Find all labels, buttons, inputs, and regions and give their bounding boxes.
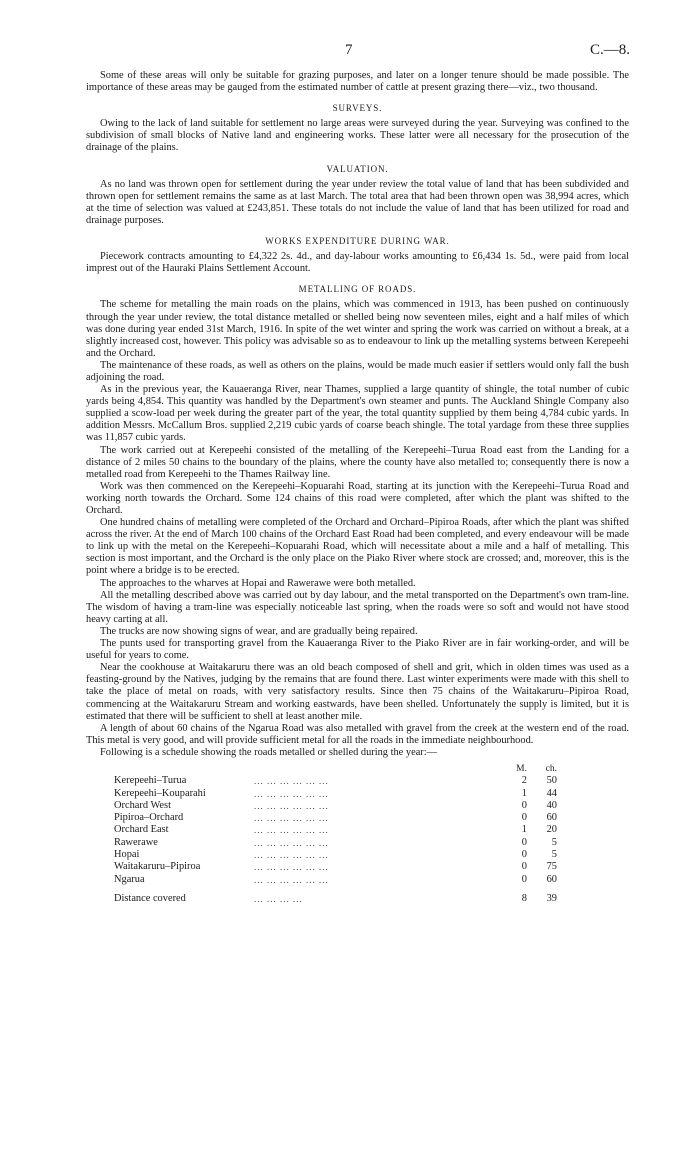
table-row — [114, 874, 557, 886]
table-row — [114, 837, 557, 849]
leader-dots: ... ... ... ... ... ... — [254, 776, 329, 787]
total-label: Distance covered — [114, 892, 186, 904]
chains-value: 20 — [546, 824, 557, 836]
road-name: Kerepeehi–Kouparahi — [114, 787, 206, 799]
road-name: Orchard West — [114, 799, 171, 811]
chains-column-header: ch. — [545, 763, 557, 774]
leader-dots: ... ... ... ... ... ... — [254, 813, 329, 824]
miles-value: 0 — [521, 873, 527, 885]
chains-value: 5 — [551, 849, 557, 861]
miles-value: 1 — [521, 787, 527, 799]
chains-value: 75 — [546, 861, 557, 873]
miles-column-header: M. — [516, 763, 527, 774]
schedule-intro: Following is a schedule showing the roads metalled or shelled during the year:— — [100, 746, 438, 758]
surveys-heading: SURVEYS. — [332, 103, 383, 114]
metalling-paragraph: The trucks are now showing signs of wear, and are gradually being repaired. — [100, 625, 418, 637]
chains-value: 5 — [551, 836, 557, 848]
miles-value: 1 — [521, 824, 527, 836]
leader-dots: ... ... ... ... ... ... — [254, 788, 329, 799]
chains-value: 44 — [546, 787, 557, 799]
roads-schedule-table — [114, 763, 557, 905]
leader-dots: ... ... ... ... ... ... — [254, 800, 329, 811]
page-number: 7 — [345, 42, 353, 58]
metalling-paragraph: As in the previous year, the Kauaeranga River, near Thames, supplied a large quantity of shingle, the total number of cubic yards being 4,854. This quantity was handled by the Department's own steamer and punts. The Auckland Shingle Company also supplied a scow-load per week during the greater part of the year, the total quantity supplied by them being 4,784 cubic yards. In addition Messrs. McCallum Bros. supplied 2,219 cubic yards of coarse beach shingle. The total yardage from these three supplies was 11,857 cubic yards. — [86, 384, 629, 444]
road-name: Hopai — [114, 849, 140, 861]
leader-dots: ... ... ... ... ... ... — [254, 874, 329, 885]
chains-value: 50 — [546, 775, 557, 787]
metalling-paragraph: Near the cookhouse at Waitakaruru there was an old beach composed of shell and grit, which in olden times was used as a feasting-ground by the Natives, judging by the remains that are found there. Last winter experiments were made with this shell to take the place of metal on roads, with very satisfactory results. Since then 75 chains of the Waitakaruru–Pipiroa Road, commencing at the Waitakaruru Stream and working eastwards, have been shelled. Unfortunately the supply is limited, but it is estimated that there will be sufficient to shell at least another mile. — [86, 662, 629, 722]
metalling-paragraph: The scheme for metalling the main roads on the plains, which was commenced in 1913, has been pushed on continuously through the year under review, the total distance metalled or shelled being now seventeen miles, eight and a half miles of which was done during year ended 31st March, 1916. In spite of the wet winter and spring the work was carried on without a break, at a slightly increased cost, however. This policy was advisable so as to endeavour to link up the metalling systems between Kerepeehi and the Orchard. — [86, 299, 629, 359]
road-name: Rawerawe — [114, 836, 158, 848]
road-name: Ngarua — [114, 873, 145, 885]
metalling-paragraph: All the metalling described above was carried out by day labour, and the metal transported on the Department's own tram-line. The wisdom of having a tram-line was especially noticeable last spring, when the roads were so soft and would not have stood heavy carting at all. — [86, 589, 629, 625]
intro-paragraph: Some of these areas will only be suitable for grazing purposes, and later on a longer tenure should be made possible. The importance of these areas may be gauged from the estimated number of cattle at present grazing there—viz., two thousand. — [86, 70, 629, 94]
table-row — [114, 775, 557, 787]
miles-value: 0 — [521, 861, 527, 873]
document-body — [86, 70, 629, 905]
metalling-paragraph: The approaches to the wharves at Hopai and Rawerawe were both metalled. — [100, 577, 416, 589]
table-row — [114, 800, 557, 812]
document-reference: C.—8. — [589, 42, 630, 58]
chains-value: 40 — [546, 799, 557, 811]
surveys-paragraph: Owing to the lack of land suitable for settlement no large areas were surveyed during the year. Surveying was confined to the subdivision of small blocks of Native land and engineering works. These latter were all necessary for the prosecution of the drainage of the plains. — [86, 118, 629, 154]
table-row — [114, 788, 557, 800]
metalling-paragraph: The maintenance of these roads, as well as others on the plains, would be made much easier if settlers would only fall the bush adjoining the road. — [86, 359, 629, 383]
schedule-header-row — [114, 763, 557, 775]
table-row — [114, 849, 557, 861]
road-name: Kerepeehi–Turua — [114, 775, 187, 787]
leader-dots: ... ... ... ... — [254, 893, 303, 904]
page-header — [0, 42, 700, 62]
metalling-paragraph: The work carried out at Kerepeehi consisted of the metalling of the Kerepeehi–Turua Road east from the Landing for a distance of 2 miles 50 chains to the boundary of the plains, where the county have also metalled to; consequently there is now a metalled road from Kerepeehi to the Thames Railway line. — [86, 444, 629, 480]
leader-dots: ... ... ... ... ... ... — [254, 862, 329, 873]
miles-value: 2 — [521, 775, 527, 787]
road-name: Pipiroa–Orchard — [114, 812, 184, 824]
leader-dots: ... ... ... ... ... ... — [254, 837, 329, 848]
road-name: Orchard East — [114, 824, 169, 836]
road-name: Waitakaruru–Pipiroa — [114, 861, 201, 873]
metalling-paragraph: Work was then commenced on the Kerepeehi–Kopuarahi Road, starting at its junction with the Kerepeehi–Turua Road and working north towards the Orchard. Some 124 chains of this road were completed, after which the plant was shifted to the Orchard. — [86, 480, 629, 516]
total-chains-value: 39 — [546, 892, 557, 904]
works-expenditure-paragraph: Piecework contracts amounting to £4,322 2s. 4d., and day-labour works amounting to £6,434 1s. 5d., were paid from local imprest out of the Hauraki Plains Settlement Account. — [86, 251, 629, 275]
valuation-paragraph: As no land was thrown open for settlement during the year under review the total value of land that has been subdivided and thrown open for settlement remains the same as at last March. The total area that had been thrown open was 38,994 acres, which at the time of selection was valued at £243,851. These totals do not include the value of land that has been utilized for road and drainage purposes. — [86, 178, 629, 226]
miles-value: 0 — [521, 849, 527, 861]
miles-value: 0 — [521, 799, 527, 811]
metalling-paragraph: One hundred chains of metalling were completed of the Orchard and Orchard–Pipiroa Roads, after which the plant was shifted across the river. At the end of March 100 chains of the Orchard East Road had been completed, and every endeavour will be made to link up with the metal on the Kerepeehi–Kopuarahi Road, which will necessitate about a mile and a half of metalling. This section is most important, and the Orchard is the only place on the Piako River where stock are crossed; and, moreover, this is the point where a bridge is to be erected. — [86, 517, 629, 577]
miles-value: 0 — [521, 812, 527, 824]
chains-value: 60 — [546, 873, 557, 885]
leader-dots: ... ... ... ... ... ... — [254, 825, 329, 836]
table-row — [114, 812, 557, 824]
metalling-paragraph: A length of about 60 chains of the Ngarua Road was also metalled with gravel from the creek at the western end of the road. This metal is very good, and will provide sufficient metal for all the roads in the immediate neighbourhood. — [86, 722, 629, 746]
leader-dots: ... ... ... ... ... ... — [254, 850, 329, 861]
table-row — [114, 824, 557, 836]
metalling-heading: METALLING OF ROADS. — [298, 284, 417, 295]
miles-value: 0 — [521, 836, 527, 848]
total-miles-value: 8 — [521, 892, 527, 904]
works-expenditure-heading: WORKS EXPENDITURE DURING WAR. — [265, 236, 450, 247]
table-row — [114, 861, 557, 873]
valuation-heading: VALUATION. — [326, 163, 389, 174]
total-row — [114, 886, 557, 905]
chains-value: 60 — [546, 812, 557, 824]
metalling-paragraph: The punts used for transporting gravel from the Kauaeranga River to the Piako River are in fair working-order, and will be useful for years to come. — [86, 638, 629, 662]
